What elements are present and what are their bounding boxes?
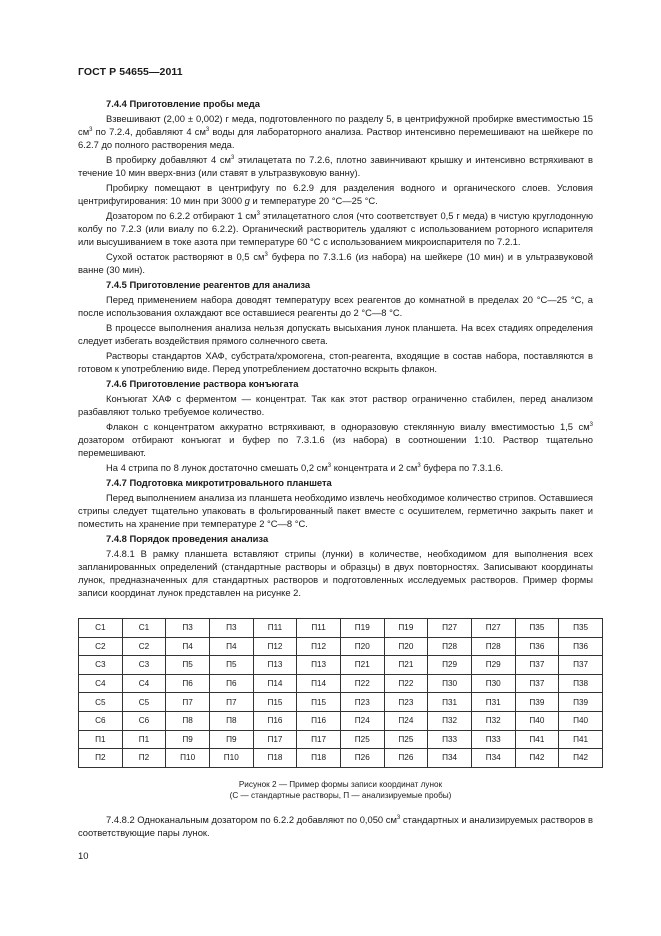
well-cell: П39 [515, 693, 559, 712]
well-cell: П8 [209, 711, 253, 730]
well-cell: С1 [122, 619, 166, 638]
well-cell: П6 [209, 674, 253, 693]
table-row [79, 693, 603, 712]
well-cell: П14 [297, 674, 341, 693]
well-cell: С5 [79, 693, 123, 712]
body-paragraph: Перед применением набора доводят температуру всех реагентов до комнатной в пределах 20 °С—25 °С, а после использования охлаждают все оставшиеся реагенты до 2 °С—8 °С. [78, 294, 593, 318]
well-cell: П17 [253, 730, 297, 749]
well-cell: П1 [79, 730, 123, 749]
well-cell: П3 [166, 619, 210, 638]
well-cell: С5 [122, 693, 166, 712]
well-cell: П40 [515, 711, 559, 730]
well-cell: П10 [166, 749, 210, 768]
well-cell: С1 [79, 619, 123, 638]
well-cell: П30 [428, 674, 472, 693]
well-cell: П2 [122, 749, 166, 768]
table-row [79, 674, 603, 693]
well-cell: П15 [297, 693, 341, 712]
well-cell: П20 [340, 637, 384, 656]
well-cell: П6 [166, 674, 210, 693]
section-heading: 7.4.6 Приготовление раствора конъюгата [106, 378, 299, 389]
well-cell: П27 [471, 619, 515, 638]
well-cell: П5 [209, 656, 253, 675]
well-cell: П36 [515, 637, 559, 656]
paragraph-7-4-8-2-container [78, 813, 593, 839]
well-cell: П14 [253, 674, 297, 693]
well-cell: П30 [471, 674, 515, 693]
table-row [79, 637, 603, 656]
well-cell: П11 [297, 619, 341, 638]
body-paragraph: В пробирку добавляют 4 $см^3$ этилацетата по 7.2.6, плотно завинчивают крышку и интенсивно встряхивают в течение 10 мин вверх-вниз (или ставят в ультразвуковую ванну). [78, 154, 593, 178]
section-heading: 7.4.7 Подготовка микротитровального планшета [106, 477, 332, 488]
figure-caption-title: Рисунок 2 — Пример формы записи координат лунок [238, 780, 443, 789]
table-row [79, 656, 603, 675]
well-cell: П15 [253, 693, 297, 712]
well-cell: П41 [559, 730, 603, 749]
well-cell: П12 [253, 637, 297, 656]
table-row [79, 711, 603, 730]
well-cell: П16 [253, 711, 297, 730]
figure-caption [78, 779, 603, 801]
body-paragraph: Пробирку помещают в центрифугу по 6.2.9 для разделения водного и органического слоев. Условия центрифугирования: 10 мин при 3000 g и температуре 20 °С—25 °С. [78, 182, 593, 206]
well-cell: П26 [384, 749, 428, 768]
well-cell: П32 [428, 711, 472, 730]
well-cell: П36 [559, 637, 603, 656]
well-cell: П34 [471, 749, 515, 768]
well-cell: П27 [428, 619, 472, 638]
well-cell: П33 [428, 730, 472, 749]
well-cell: П12 [297, 637, 341, 656]
well-cell: П42 [515, 749, 559, 768]
well-cell: С2 [122, 637, 166, 656]
well-coordinates-table [78, 618, 603, 768]
table-row [79, 619, 603, 638]
well-cell: П1 [122, 730, 166, 749]
well-cell: П37 [515, 674, 559, 693]
well-cell: П35 [559, 619, 603, 638]
figure-caption-legend: (С — стандартные растворы, П — анализируемые пробы) [229, 791, 452, 800]
table-row [79, 749, 603, 768]
well-cell: П31 [428, 693, 472, 712]
well-cell: П7 [166, 693, 210, 712]
well-cell: П33 [471, 730, 515, 749]
well-cell: П28 [428, 637, 472, 656]
well-cell: П7 [209, 693, 253, 712]
well-cell: П3 [209, 619, 253, 638]
well-cell: П32 [471, 711, 515, 730]
well-cell: П37 [515, 656, 559, 675]
page-number: 10 [78, 850, 89, 861]
body-paragraph: На 4 стрипа по 8 лунок достаточно смешать 0,2 $см^3$ концентрата и 2 $см^3$ буфера по 7.3.1.6. [106, 462, 504, 473]
well-cell: С3 [79, 656, 123, 675]
well-cell: П22 [340, 674, 384, 693]
well-cell: П4 [209, 637, 253, 656]
well-cell: С4 [122, 674, 166, 693]
well-cell: С2 [79, 637, 123, 656]
well-cell: П21 [384, 656, 428, 675]
well-cell: П13 [297, 656, 341, 675]
well-cell: П21 [340, 656, 384, 675]
well-cell: П18 [253, 749, 297, 768]
well-cell: П24 [384, 711, 428, 730]
well-cell: П26 [340, 749, 384, 768]
well-cell: П35 [515, 619, 559, 638]
well-cell: П23 [384, 693, 428, 712]
well-cell: П29 [471, 656, 515, 675]
body-paragraph: Конъюгат ХАФ с ферментом — концентрат. Так как этот раствор ограниченно стабилен, перед анализом разбавляют только требуемое количество. [78, 393, 593, 417]
well-cell: П24 [340, 711, 384, 730]
well-cell: П23 [340, 693, 384, 712]
well-cell: П34 [428, 749, 472, 768]
well-cell: П9 [166, 730, 210, 749]
well-cell: П41 [515, 730, 559, 749]
well-cell: С6 [79, 711, 123, 730]
well-cell: П22 [384, 674, 428, 693]
well-cell: П19 [384, 619, 428, 638]
well-cell: С3 [122, 656, 166, 675]
table-row [79, 730, 603, 749]
well-cell: П28 [471, 637, 515, 656]
well-cell: С6 [122, 711, 166, 730]
body-paragraph: Флакон с концентратом аккуратно встряхивают, в одноразовую стеклянную виалу вместимостью 1,5 $см^3$ дозатором отбирают конъюгат и буфер по 7.3.1.6 (из набора) в соотношении 1:10. Раствор тщательно перемешивают. [78, 421, 593, 458]
paragraph-7-4-8-2: 7.4.8.2 Одноканальным дозатором по 6.2.2 добавляют по 0,050 $см^3$ стандартных и анализируемых растворов в соответствующие пары лунок. [78, 814, 593, 838]
well-cell: П42 [559, 749, 603, 768]
body-paragraph: 7.4.8.1 В рамку планшета вставляют стрипы (лунки) в количестве, необходимом для выполнения всех запланированных определений (стандартные растворы и образцы) в двух повторностях. Записывают координаты лунок, предназначенных для стандартных растворов и подготовленных исследуемых растворов. Пример формы записи координат лунок представлен на рисунке 2. [78, 548, 593, 598]
well-cell: П31 [471, 693, 515, 712]
well-cell: П39 [559, 693, 603, 712]
well-cell: П18 [297, 749, 341, 768]
well-cell: П13 [253, 656, 297, 675]
body-paragraph: Растворы стандартов ХАФ, субстрата/хромогена, стоп-реагента, входящие в состав набора, поставляются в готовом к употреблению виде. Перед употреблением достаточно вскрыть флакон. [78, 350, 593, 374]
well-cell: П8 [166, 711, 210, 730]
body-paragraph: Сухой остаток растворяют в 0,5 $см^3$ буфера по 7.3.1.6 (из набора) на шейкере (10 мин) и в ультразвуковой ванне (30 мин). [78, 251, 593, 275]
well-cell: П9 [209, 730, 253, 749]
well-cell: П2 [79, 749, 123, 768]
well-cell: П11 [253, 619, 297, 638]
well-cell: П4 [166, 637, 210, 656]
well-cell: П37 [559, 656, 603, 675]
well-cell: П17 [297, 730, 341, 749]
well-cell: П10 [209, 749, 253, 768]
well-cell: П20 [384, 637, 428, 656]
well-cell: С4 [79, 674, 123, 693]
body-paragraph: Перед выполнением анализа из планшета необходимо извлечь необходимое количество стрипов. Оставшиеся стрипы следует тщательно упаковать в фольгированный пакет вместе с осушителем, герметично закрыть пакет и поместить на хранение при температуре 2 °С—8 °С. [78, 492, 593, 529]
section-heading: 7.4.4 Приготовление пробы меда [106, 98, 260, 109]
well-cell: П25 [384, 730, 428, 749]
well-cell: П5 [166, 656, 210, 675]
body-paragraph: Дозатором по 6.2.2 отбирают 1 $см^3$ этилацетатного слоя (что соответствует 0,5 г меда) в чистую круглодонную колбу по 7.2.3 (или виалу по 6.2.2). Органический растворитель удаляют с использованием роторного испарителя или высушиванием в токе азота при температуре 60 °С с использованием микроиспарителя по 7.2.1. [78, 210, 593, 247]
well-cell: П29 [428, 656, 472, 675]
well-cell: П16 [297, 711, 341, 730]
well-cell: П38 [559, 674, 603, 693]
body-paragraph: Взвешивают (2,00 ± 0,002) г меда, подготовленного по разделу 5, в центрифужной пробирке вместимостью 15 $см^3$ по 7.2.4, добавляют 4 $см^3$ воды для лабораторного анализа. Раствор интенсивно перемешивают на шейкере по 6.2.7 до полного растворения меда. [78, 113, 593, 150]
document-header: ГОСТ Р 54655—2011 [78, 66, 183, 78]
section-heading: 7.4.5 Приготовление реагентов для анализа [106, 279, 311, 290]
well-cell: П40 [559, 711, 603, 730]
well-cell: П25 [340, 730, 384, 749]
well-cell: П19 [340, 619, 384, 638]
document-body [78, 97, 593, 601]
body-paragraph: В процессе выполнения анализа нельзя допускать высыхания лунок планшета. На всех стадиях определения следует избегать воздействия прямого солнечного света. [78, 322, 593, 346]
section-heading: 7.4.8 Порядок проведения анализа [106, 533, 269, 544]
